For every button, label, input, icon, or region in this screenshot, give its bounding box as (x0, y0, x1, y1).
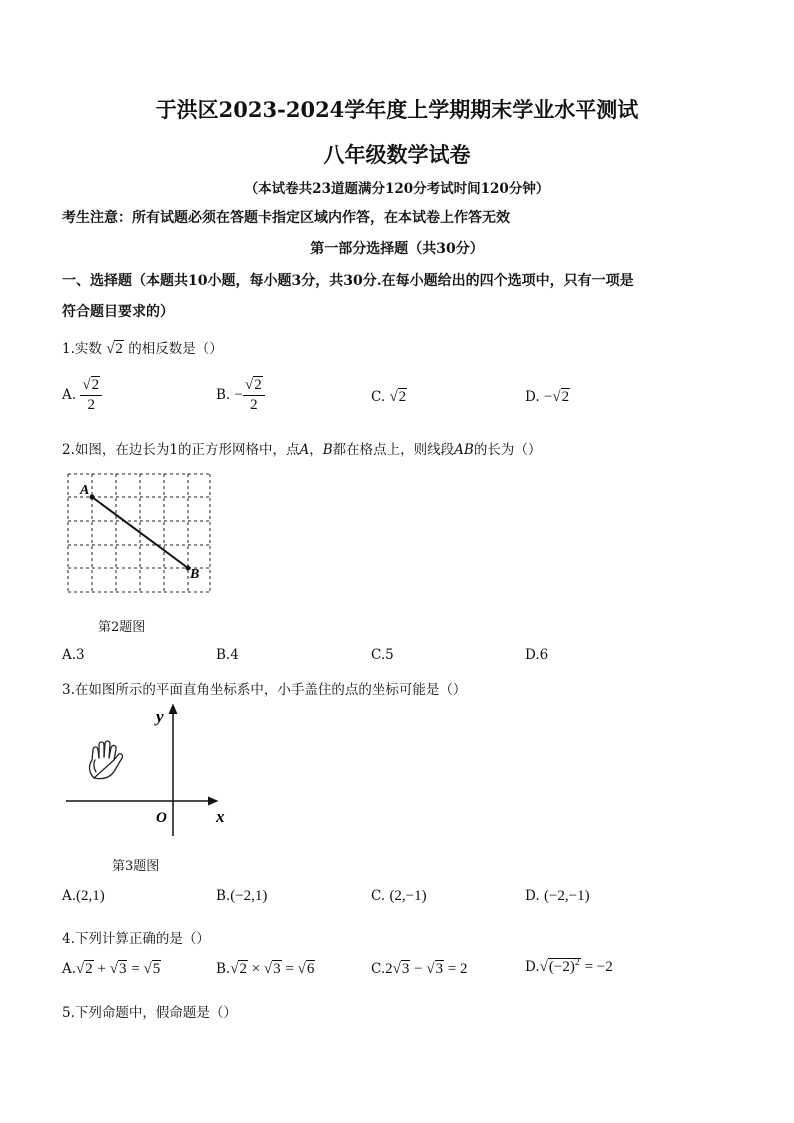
part1-heading: 第一部分选择题（共30分） (310, 241, 484, 257)
question-4-stem: 4.下列计算正确的是（） (62, 931, 210, 947)
question-1-option-d[interactable]: D. −√2 (525, 389, 570, 405)
question-4-option-b[interactable]: B.√2 × √3 = √6 (216, 961, 315, 977)
question-2-option-c[interactable]: C.5 (371, 647, 394, 663)
question-3-option-a[interactable]: A.(2,1) (62, 888, 105, 904)
figure-3-caption: 第3题图 (112, 859, 160, 874)
question-3-option-d[interactable]: D. (−2,−1) (525, 888, 590, 904)
question-4-option-d[interactable]: $D.√(-2)^2 = -2$ (525, 957, 613, 975)
question-1-option-b[interactable]: B. − $\frac{√2}{2}$ (216, 378, 265, 413)
question-2-option-d[interactable]: D.6 (525, 647, 549, 663)
question-2-option-b[interactable]: B.4 (216, 647, 239, 663)
y-axis-label: y (156, 707, 164, 726)
question-3-stem: 3.在如图所示的平面直角坐标系中，小手盖住的点的坐标可能是（） (62, 682, 467, 698)
question-2-option-a[interactable]: A.3 (62, 647, 85, 663)
question-1-option-c[interactable]: C. √2 (371, 389, 407, 405)
question-1-option-a[interactable]: A. $\frac{√2}{2}$ (62, 378, 102, 413)
section-instructions-line2: 符合题目要求的） (62, 304, 174, 320)
question-3-option-b[interactable]: B.(−2,1) (216, 888, 268, 904)
coordinate-figure (62, 700, 242, 840)
label-b: B (190, 567, 200, 582)
hand-icon (90, 741, 123, 779)
exam-notice: 考生注意：所有试题必须在答题卡指定区域内作答，在本试卷上作答无效 (62, 210, 510, 226)
figure-2-caption: 第2题图 (98, 620, 146, 635)
label-a: A (80, 483, 90, 498)
question-5-stem: 5.下列命题中，假命题是（） (62, 1005, 237, 1021)
question-4-option-a[interactable]: A.√2 + √3 = √5 (62, 961, 161, 977)
section-instructions-line1: 一、选择题（本题共10小题，每小题3分，共30分.在每小题给出的四个选项中，只有一项是 (62, 273, 634, 289)
origin-label: O (156, 810, 167, 826)
question-2-stem: 2.如图，在边长为1的正方形网格中，点A，B都在格点上，则线段AB的长为（） (62, 442, 542, 458)
x-axis-label: x (216, 807, 225, 826)
exam-title: 于洪区2023-2024学年度上学期期末学业水平测试 (155, 97, 639, 122)
question-3-option-c[interactable]: C. (2,−1) (371, 888, 427, 904)
point-a (90, 495, 95, 500)
exam-subtitle: 八年级数学试卷 (323, 142, 471, 167)
question-1-stem: 1.实数 √2 的相反数是（） (62, 341, 223, 357)
exam-info: （本试卷共23道题满分120分考试时间120分钟） (244, 181, 550, 197)
grid-figure (62, 468, 218, 598)
sqrt2-expression: √2 (106, 341, 123, 357)
question-4-option-c[interactable]: C.2√3 − √3 = 2 (371, 961, 468, 977)
segment-ab (92, 497, 188, 568)
